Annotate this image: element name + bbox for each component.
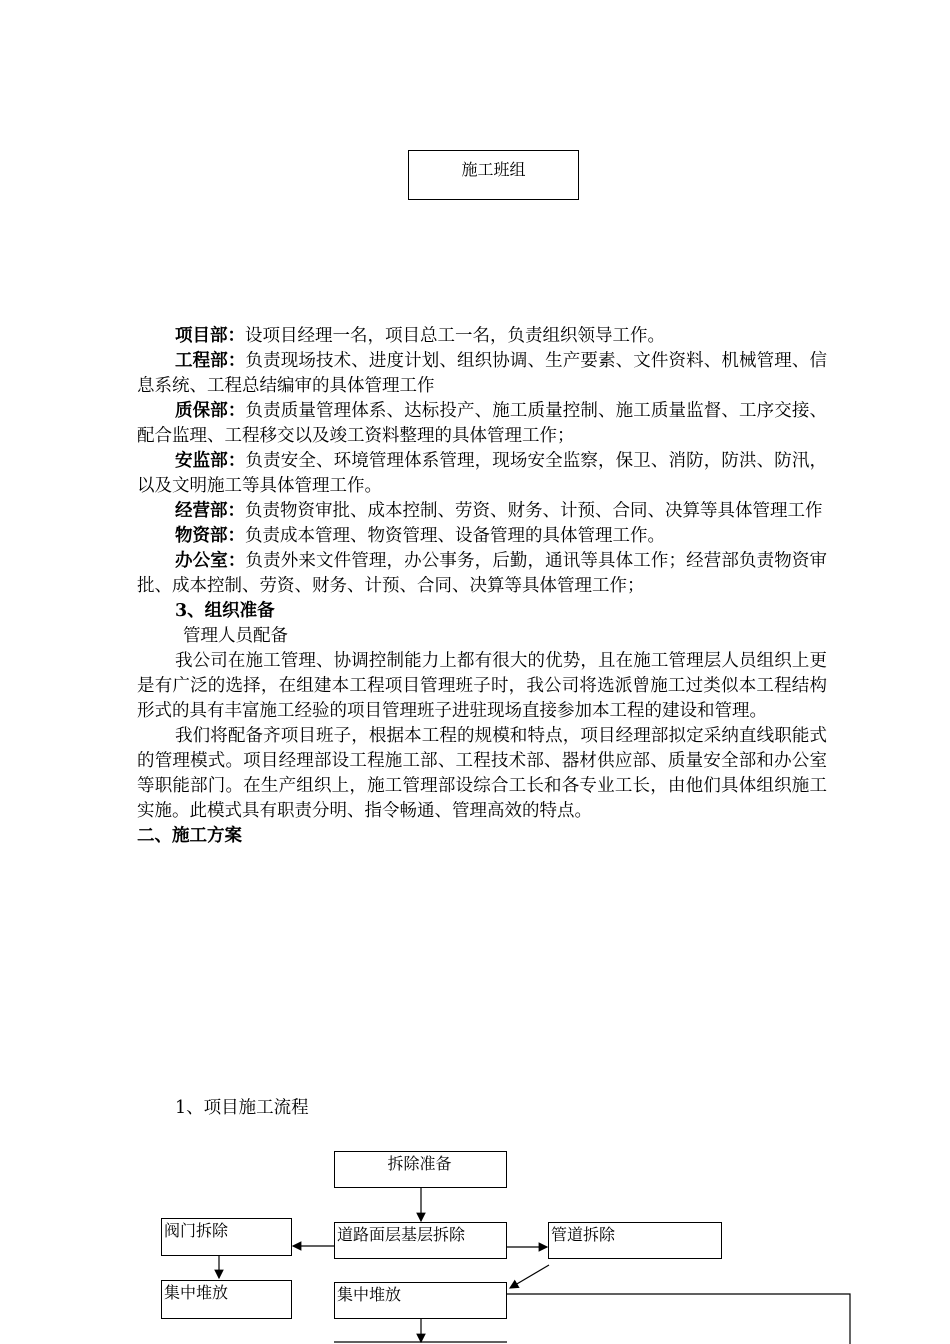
flow-box-stack-mid: 集中堆放 — [334, 1282, 507, 1319]
department-description: 负责现场技术、进度计划、组织协调、生产要素、文件资料、机械管理、信息系统、工程总结编审的具体管理工作 — [137, 351, 827, 396]
construction-team-box: 施工班组 — [408, 150, 579, 200]
department-description: 负责安全、环境管理体系管理，现场安全监察，保卫、消防，防洪、防汛，以及文明施工等具体管理工作。 — [137, 451, 827, 496]
section-two-title: 二、施工方案 — [137, 826, 242, 846]
paragraph-organization: 我们将配备齐项目班子，根据本工程的规模和特点，项目经理部拟定采纳直线职能式的管理模式。项目经理部设工程施工部、工程技术部、器材供应部、质量安全部和办公室等职能部门。在生产组织上，施工管理部设综合工长和各专业工长，由他们具体组织施工实施。此模式具有职责分明、指令畅通、管理高效的特点。 — [137, 726, 827, 821]
section3-title: 3、组织准备 — [175, 601, 275, 621]
flow-title: 1、项目施工流程 — [175, 1098, 309, 1118]
department-colon: ： — [227, 351, 246, 371]
flow-box-valve: 阀门拆除 — [161, 1218, 292, 1256]
paragraph-advantages: 我公司在施工管理、协调控制能力上都有很大的优势，且在施工管理层人员组织上更是有广泛的选择，在组建本工程项目管理班子时，我公司将选派曾施工过类似本工程结构形式的具有丰富施工经验的项目管理班子进驻现场直接参加本工程的建设和管理。 — [137, 651, 827, 721]
department-name: 安监部 — [175, 451, 228, 471]
department-name: 物资部 — [175, 526, 228, 546]
flow-box-pipe: 管道拆除 — [548, 1222, 722, 1259]
department-colon: ： — [227, 401, 246, 421]
department-name: 办公室 — [175, 551, 228, 571]
flow-box-stack-left: 集中堆放 — [161, 1280, 292, 1319]
flow-box-prep: 拆除准备 — [334, 1151, 507, 1188]
department-description: 设项目经理一名，项目总工一名，负责组织领导工作。 — [245, 326, 665, 346]
department-colon: ： — [227, 501, 245, 521]
department-description: 负责质量管理体系、达标投产、施工质量控制、施工质量监督、工序交接、配合监理、工程移交以及竣工资料整理的具体管理工作； — [137, 401, 827, 446]
department-colon: ： — [227, 451, 246, 471]
department-name: 经营部 — [175, 501, 228, 521]
department-colon: ： — [227, 526, 245, 546]
connector-stack-right — [507, 1294, 850, 1344]
department-description: 负责成本管理、物资管理、设备管理的具体管理工作。 — [245, 526, 665, 546]
staffing-subheading: 管理人员配备 — [183, 626, 288, 646]
department-description: 负责物资审批、成本控制、劳资、财务、计预、合同、决算等具体管理工作 — [245, 501, 823, 521]
flow-box-road: 道路面层基层拆除 — [334, 1222, 507, 1259]
department-colon: ： — [227, 326, 245, 346]
department-name: 质保部 — [175, 401, 228, 421]
department-colon: ： — [227, 551, 246, 571]
department-description: 负责外来文件管理，办公事务，后勤，通讯等具体工作；经营部负责物资审批、成本控制、劳资、财务、计预、合同、决算等具体管理工作； — [137, 551, 827, 596]
arrow-pipe-to-stack — [510, 1265, 549, 1288]
department-name: 工程部 — [175, 351, 228, 371]
department-name: 项目部 — [175, 326, 228, 346]
